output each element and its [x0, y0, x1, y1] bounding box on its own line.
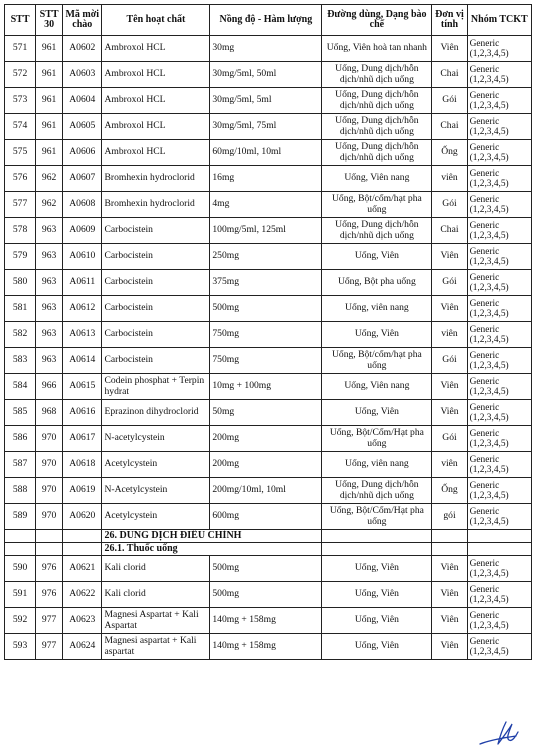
- cell-stt: 573: [5, 88, 36, 114]
- cell-duong: Uống, Dung dịch/hỗn dịch/nhũ dịch uống: [322, 62, 432, 88]
- cell-ma: A0620: [63, 504, 102, 530]
- cell-nongdo: 4mg: [210, 192, 322, 218]
- cell-ten: Carbocistein: [102, 296, 210, 322]
- cell-ten: Carbocistein: [102, 244, 210, 270]
- cell-ten: Carbocistein: [102, 270, 210, 296]
- cell-duong: Uống, Viên nang: [322, 374, 432, 400]
- cell-duong: Uống, Viên: [322, 556, 432, 582]
- cell-nhom: Generic (1,2,3,4,5): [467, 88, 531, 114]
- cell-stt: 590: [5, 556, 36, 582]
- cell-stt30: 966: [36, 374, 63, 400]
- table-row: [5, 400, 532, 426]
- cell-stt: 580: [5, 270, 36, 296]
- cell-nhom: Generic (1,2,3,4,5): [467, 608, 531, 634]
- cell-stt: 582: [5, 322, 36, 348]
- cell-stt: 588: [5, 478, 36, 504]
- cell-stt: 578: [5, 218, 36, 244]
- table-row: [5, 88, 532, 114]
- cell-nongdo: 600mg: [210, 504, 322, 530]
- section-row: [5, 530, 532, 543]
- cell-duong: Uống, viên nang: [322, 452, 432, 478]
- cell-stt30: 970: [36, 504, 63, 530]
- header-donvi: Đơn vị tính: [432, 5, 467, 36]
- table-row: [5, 374, 532, 400]
- cell-donvi: Gói: [432, 270, 467, 296]
- table-row: [5, 62, 532, 88]
- cell-nhom: Generic (1,2,3,4,5): [467, 270, 531, 296]
- cell-stt: 571: [5, 36, 36, 62]
- cell-duong: Uống, Bột/cốm/hạt pha uống: [322, 192, 432, 218]
- cell-duong: Uống, Viên hoà tan nhanh: [322, 36, 432, 62]
- cell-ten: Ambroxol HCL: [102, 88, 210, 114]
- cell-donvi: Viên: [432, 36, 467, 62]
- cell-ma: A0624: [63, 634, 102, 660]
- cell-nhom: Generic (1,2,3,4,5): [467, 478, 531, 504]
- cell-nongdo: 250mg: [210, 244, 322, 270]
- cell-stt: 583: [5, 348, 36, 374]
- cell-donvi: Viên: [432, 608, 467, 634]
- cell-ma: A0618: [63, 452, 102, 478]
- section-title: 26. DUNG DỊCH ĐIỀU CHỈNH: [102, 530, 322, 543]
- cell-ten: Kali clorid: [102, 556, 210, 582]
- cell-stt30: 961: [36, 140, 63, 166]
- cell-nhom: Generic (1,2,3,4,5): [467, 400, 531, 426]
- cell-nongdo: 30mg/5ml, 5ml: [210, 88, 322, 114]
- cell-donvi: Ống: [432, 140, 467, 166]
- cell-stt30: 963: [36, 296, 63, 322]
- cell-nongdo: 750mg: [210, 322, 322, 348]
- cell-nongdo: 200mg/10ml, 10ml: [210, 478, 322, 504]
- cell-duong: Uống, Bột/cốm/hạt pha uống: [322, 348, 432, 374]
- cell-nhom: Generic (1,2,3,4,5): [467, 114, 531, 140]
- table-body-b: [5, 556, 532, 660]
- cell-ma: A0604: [63, 88, 102, 114]
- cell-duong: Uống, Viên: [322, 322, 432, 348]
- cell-stt: 591: [5, 582, 36, 608]
- cell-donvi: Ống: [432, 478, 467, 504]
- cell-stt: 581: [5, 296, 36, 322]
- cell-duong: Uống, Viên: [322, 608, 432, 634]
- cell-ma: A0614: [63, 348, 102, 374]
- cell-ma: A0611: [63, 270, 102, 296]
- cell-stt30: 976: [36, 556, 63, 582]
- cell-ten: Carbocistein: [102, 322, 210, 348]
- cell-ma: A0608: [63, 192, 102, 218]
- cell-nongdo: 30mg: [210, 36, 322, 62]
- signature-mark: [476, 718, 526, 748]
- table-row: [5, 478, 532, 504]
- table-row: [5, 166, 532, 192]
- cell-ten: Ambroxol HCL: [102, 114, 210, 140]
- cell-ten: Carbocistein: [102, 348, 210, 374]
- cell-nongdo: 500mg: [210, 582, 322, 608]
- header-ten: Tên hoạt chất: [102, 5, 210, 36]
- cell-ma: A0623: [63, 608, 102, 634]
- cell-stt30: 976: [36, 582, 63, 608]
- cell-ma: A0609: [63, 218, 102, 244]
- header-nongdo: Nồng độ - Hàm lượng: [210, 5, 322, 36]
- cell-stt30: 962: [36, 192, 63, 218]
- cell-nongdo: 16mg: [210, 166, 322, 192]
- cell-duong: Uống, Dung dịch/hỗn dịch/nhũ dịch uống: [322, 88, 432, 114]
- cell-ten: Acetylcystein: [102, 452, 210, 478]
- cell-donvi: Chai: [432, 218, 467, 244]
- cell-donvi: gói: [432, 504, 467, 530]
- table-row: [5, 634, 532, 660]
- cell-stt: 584: [5, 374, 36, 400]
- cell-nongdo: 140mg + 158mg: [210, 634, 322, 660]
- cell-stt30: 963: [36, 270, 63, 296]
- cell-nongdo: 10mg + 100mg: [210, 374, 322, 400]
- cell-stt: 593: [5, 634, 36, 660]
- cell-stt: 576: [5, 166, 36, 192]
- header-nhom: Nhóm TCKT: [467, 5, 531, 36]
- cell-ten: Carbocistein: [102, 218, 210, 244]
- cell-stt: 586: [5, 426, 36, 452]
- cell-nongdo: 140mg + 158mg: [210, 608, 322, 634]
- drug-list-sheet: [4, 4, 532, 660]
- cell-duong: Uống, Dung dịch/hỗn dịch/nhũ dịch uống: [322, 140, 432, 166]
- cell-nhom: Generic (1,2,3,4,5): [467, 62, 531, 88]
- cell-stt30: 970: [36, 478, 63, 504]
- cell-stt30: 970: [36, 452, 63, 478]
- cell-nongdo: 375mg: [210, 270, 322, 296]
- cell-donvi: Gói: [432, 88, 467, 114]
- cell-ten: Ambroxol HCL: [102, 140, 210, 166]
- cell-stt: 585: [5, 400, 36, 426]
- cell-nongdo: 30mg/5ml, 75ml: [210, 114, 322, 140]
- cell-ma: A0621: [63, 556, 102, 582]
- cell-stt30: 963: [36, 322, 63, 348]
- cell-duong: Uống, Bột/Cốm/Hạt pha uống: [322, 426, 432, 452]
- cell-nongdo: 50mg: [210, 400, 322, 426]
- cell-duong: Uống, Bột pha uống: [322, 270, 432, 296]
- cell-nhom: Generic (1,2,3,4,5): [467, 36, 531, 62]
- cell-stt: 577: [5, 192, 36, 218]
- cell-nongdo: 200mg: [210, 426, 322, 452]
- cell-nhom: Generic (1,2,3,4,5): [467, 192, 531, 218]
- table-row: [5, 36, 532, 62]
- table-row: [5, 608, 532, 634]
- cell-nhom: Generic (1,2,3,4,5): [467, 374, 531, 400]
- cell-ma: A0610: [63, 244, 102, 270]
- cell-stt: 579: [5, 244, 36, 270]
- cell-stt: 592: [5, 608, 36, 634]
- drug-table: [4, 4, 532, 660]
- cell-ten: Bromhexin hydroclorid: [102, 192, 210, 218]
- cell-ten: N-Acetylcystein: [102, 478, 210, 504]
- cell-ma: A0612: [63, 296, 102, 322]
- table-row: [5, 504, 532, 530]
- cell-nongdo: 100mg/5ml, 125ml: [210, 218, 322, 244]
- header-stt: STT: [5, 5, 36, 36]
- cell-ten: Magnesi Aspartat + Kali Aspartat: [102, 608, 210, 634]
- subsection-row: [5, 543, 532, 556]
- cell-ma: A0617: [63, 426, 102, 452]
- cell-donvi: viên: [432, 322, 467, 348]
- cell-nhom: Generic (1,2,3,4,5): [467, 296, 531, 322]
- cell-ma: A0615: [63, 374, 102, 400]
- cell-ma: A0605: [63, 114, 102, 140]
- table-row: [5, 140, 532, 166]
- header-row: [5, 5, 532, 36]
- cell-donvi: Viên: [432, 374, 467, 400]
- cell-ma: A0619: [63, 478, 102, 504]
- cell-stt30: 968: [36, 400, 63, 426]
- cell-nhom: Generic (1,2,3,4,5): [467, 582, 531, 608]
- cell-nongdo: 200mg: [210, 452, 322, 478]
- cell-nhom: Generic (1,2,3,4,5): [467, 244, 531, 270]
- cell-nhom: Generic (1,2,3,4,5): [467, 166, 531, 192]
- cell-donvi: viên: [432, 452, 467, 478]
- cell-stt30: 963: [36, 218, 63, 244]
- cell-duong: Uống, Viên: [322, 634, 432, 660]
- cell-donvi: Viên: [432, 244, 467, 270]
- header-duong: Đường dùng, Dạng bào chế: [322, 5, 432, 36]
- table-row: [5, 452, 532, 478]
- subsection-title: 26.1. Thuốc uống: [102, 543, 322, 556]
- cell-nhom: Generic (1,2,3,4,5): [467, 556, 531, 582]
- cell-ten: Acetylcystein: [102, 504, 210, 530]
- cell-nongdo: 60mg/10ml, 10ml: [210, 140, 322, 166]
- section-block: [5, 530, 532, 556]
- header-ma: Mã mời chào: [63, 5, 102, 36]
- table-row: [5, 556, 532, 582]
- cell-donvi: Viên: [432, 582, 467, 608]
- cell-ma: A0616: [63, 400, 102, 426]
- cell-stt30: 963: [36, 244, 63, 270]
- cell-ma: A0603: [63, 62, 102, 88]
- table-row: [5, 322, 532, 348]
- header-stt30: STT 30: [36, 5, 63, 36]
- cell-stt30: 961: [36, 88, 63, 114]
- table-row: [5, 192, 532, 218]
- cell-nhom: Generic (1,2,3,4,5): [467, 218, 531, 244]
- cell-nhom: Generic (1,2,3,4,5): [467, 322, 531, 348]
- cell-stt30: 963: [36, 348, 63, 374]
- cell-stt: 587: [5, 452, 36, 478]
- cell-ten: Eprazinon dihydroclorid: [102, 400, 210, 426]
- cell-ten: Codein phosphat + Terpin hydrat: [102, 374, 210, 400]
- cell-nongdo: 500mg: [210, 556, 322, 582]
- cell-duong: Uống, viên nang: [322, 296, 432, 322]
- cell-nhom: Generic (1,2,3,4,5): [467, 348, 531, 374]
- cell-nhom: Generic (1,2,3,4,5): [467, 452, 531, 478]
- cell-donvi: Gói: [432, 348, 467, 374]
- cell-duong: Uống, Dung dịch/hỗn dịch/nhũ dịch uống: [322, 218, 432, 244]
- table-row: [5, 270, 532, 296]
- cell-donvi: Gói: [432, 192, 467, 218]
- cell-stt: 572: [5, 62, 36, 88]
- cell-donvi: Viên: [432, 400, 467, 426]
- cell-ten: Ambroxol HCL: [102, 36, 210, 62]
- cell-stt30: 977: [36, 634, 63, 660]
- cell-stt: 575: [5, 140, 36, 166]
- cell-ma: A0613: [63, 322, 102, 348]
- cell-nongdo: 500mg: [210, 296, 322, 322]
- cell-donvi: Viên: [432, 556, 467, 582]
- cell-donvi: Viên: [432, 634, 467, 660]
- cell-stt: 574: [5, 114, 36, 140]
- cell-stt30: 961: [36, 62, 63, 88]
- cell-nongdo: 30mg/5ml, 50ml: [210, 62, 322, 88]
- cell-nhom: Generic (1,2,3,4,5): [467, 426, 531, 452]
- cell-ten: Ambroxol HCL: [102, 62, 210, 88]
- table-row: [5, 218, 532, 244]
- table-row: [5, 426, 532, 452]
- cell-ten: Kali clorid: [102, 582, 210, 608]
- cell-donvi: viên: [432, 166, 467, 192]
- table-body-a: [5, 36, 532, 530]
- cell-duong: Uống, Viên: [322, 400, 432, 426]
- cell-ma: A0606: [63, 140, 102, 166]
- cell-ma: A0607: [63, 166, 102, 192]
- cell-ma: A0602: [63, 36, 102, 62]
- cell-duong: Uống, Viên: [322, 244, 432, 270]
- cell-stt30: 961: [36, 114, 63, 140]
- cell-ten: N-acetylcystein: [102, 426, 210, 452]
- cell-stt30: 962: [36, 166, 63, 192]
- cell-donvi: Chai: [432, 114, 467, 140]
- cell-ten: Bromhexin hydroclorid: [102, 166, 210, 192]
- table-row: [5, 114, 532, 140]
- cell-stt30: 961: [36, 36, 63, 62]
- cell-stt30: 970: [36, 426, 63, 452]
- cell-duong: Uống, Bột/Cốm/Hạt pha uống: [322, 504, 432, 530]
- cell-nhom: Generic (1,2,3,4,5): [467, 634, 531, 660]
- cell-duong: Uống, Dung dịch/hỗn dịch/nhũ dịch uống: [322, 114, 432, 140]
- cell-ten: Magnesi aspartat + Kali aspartat: [102, 634, 210, 660]
- cell-nhom: Generic (1,2,3,4,5): [467, 140, 531, 166]
- cell-donvi: Viên: [432, 296, 467, 322]
- cell-stt30: 977: [36, 608, 63, 634]
- cell-duong: Uống, Dung dịch/hỗn dịch/nhũ dịch uống: [322, 478, 432, 504]
- cell-nhom: Generic (1,2,3,4,5): [467, 504, 531, 530]
- cell-ma: A0622: [63, 582, 102, 608]
- table-row: [5, 296, 532, 322]
- cell-duong: Uống, Viên nang: [322, 166, 432, 192]
- cell-stt: 589: [5, 504, 36, 530]
- cell-donvi: Chai: [432, 62, 467, 88]
- table-row: [5, 582, 532, 608]
- cell-donvi: Gói: [432, 426, 467, 452]
- table-row: [5, 244, 532, 270]
- cell-duong: Uống, Viên: [322, 582, 432, 608]
- table-row: [5, 348, 532, 374]
- cell-nongdo: 750mg: [210, 348, 322, 374]
